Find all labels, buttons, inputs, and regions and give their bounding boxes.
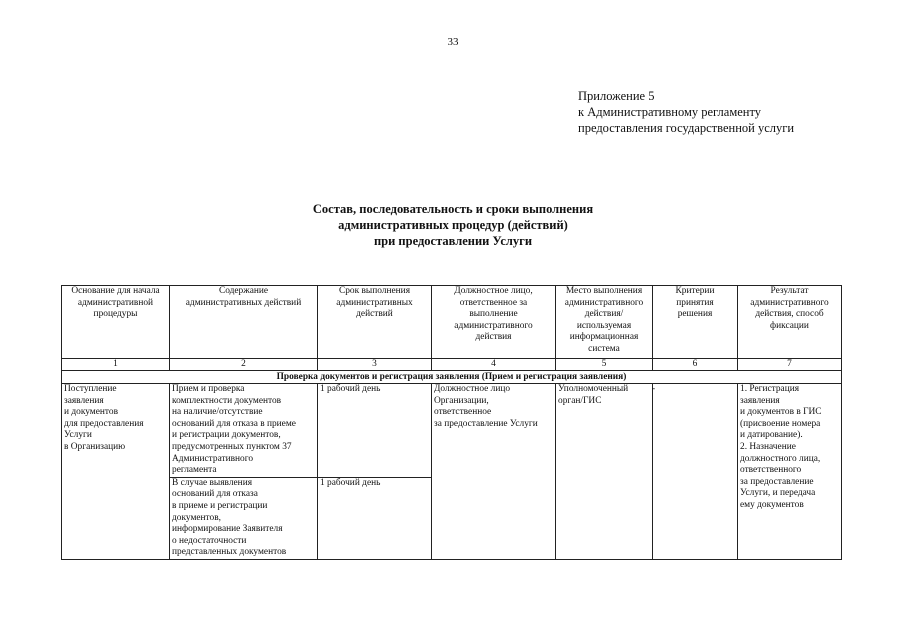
title-line-2: административных процедур (действий) [338,218,568,232]
criteria-dash: - [652,384,656,394]
cell-criteria [653,384,738,560]
header-basis: Основание для начала административной процедуры [62,286,170,359]
appendix-line-1: Приложение 5 [578,89,655,103]
cell-term: 1 рабочий день [318,477,432,559]
section-row [62,371,842,384]
header-result: Результат административного действия, способ фиксации [738,286,842,359]
appendix-line-3: предоставления государственной услуги [578,121,795,135]
appendix-line-2: к Административному регламенту [578,105,762,119]
column-number: 7 [738,359,842,371]
header-official: Должностное лицо, ответственное за выполнение административного действия [432,286,556,359]
column-number: 5 [556,359,653,371]
document-title [0,201,906,249]
table-row [62,384,842,478]
table-header-row [62,286,842,359]
cell-basis: Поступление заявления и документов для предоставления Услуги в Организацию [62,384,170,560]
cell-content: Прием и проверка комплектности документов на наличие/отсутствие оснований для отказа в приеме и регистрации документов, предусмотренных пунктом 37 Административного регламента [170,384,318,478]
page-number: 33 [447,36,459,48]
procedures-table [61,285,842,560]
header-term: Срок выполнения административных действий [318,286,432,359]
cell-place: Уполномоченный орган/ГИС [556,384,653,560]
section-title: Проверка документов и регистрация заявления (Прием и регистрация заявления) [62,371,842,384]
header-criteria: Критерии принятия решения [653,286,738,359]
cell-official: Должностное лицо Организации, ответственное за предоставление Услуги [432,384,556,560]
column-number: 1 [62,359,170,371]
header-place: Место выполнения административного действия/используемая информационная система [556,286,653,359]
cell-result: 1. Регистрация заявления и документов в ГИС (присвоение номера и датирование). 2. Назначение должностного лица, ответственного за предоставление Услуги, и передача ему документов [738,384,842,560]
cell-term: 1 рабочий день [318,384,432,478]
column-numbers-row [62,359,842,371]
cell-content: В случае выявления оснований для отказа в приеме и регистрации документов, информирование Заявителя о недостаточности представленных документов [170,477,318,559]
appendix-reference [578,88,794,136]
column-number: 3 [318,359,432,371]
column-number: 6 [653,359,738,371]
title-line-3: при предоставлении Услуги [373,234,533,248]
column-number: 4 [432,359,556,371]
header-content: Содержание административных действий [170,286,318,359]
title-line-1: Состав, последовательность и сроки выполнения [312,202,594,216]
column-number: 2 [170,359,318,371]
